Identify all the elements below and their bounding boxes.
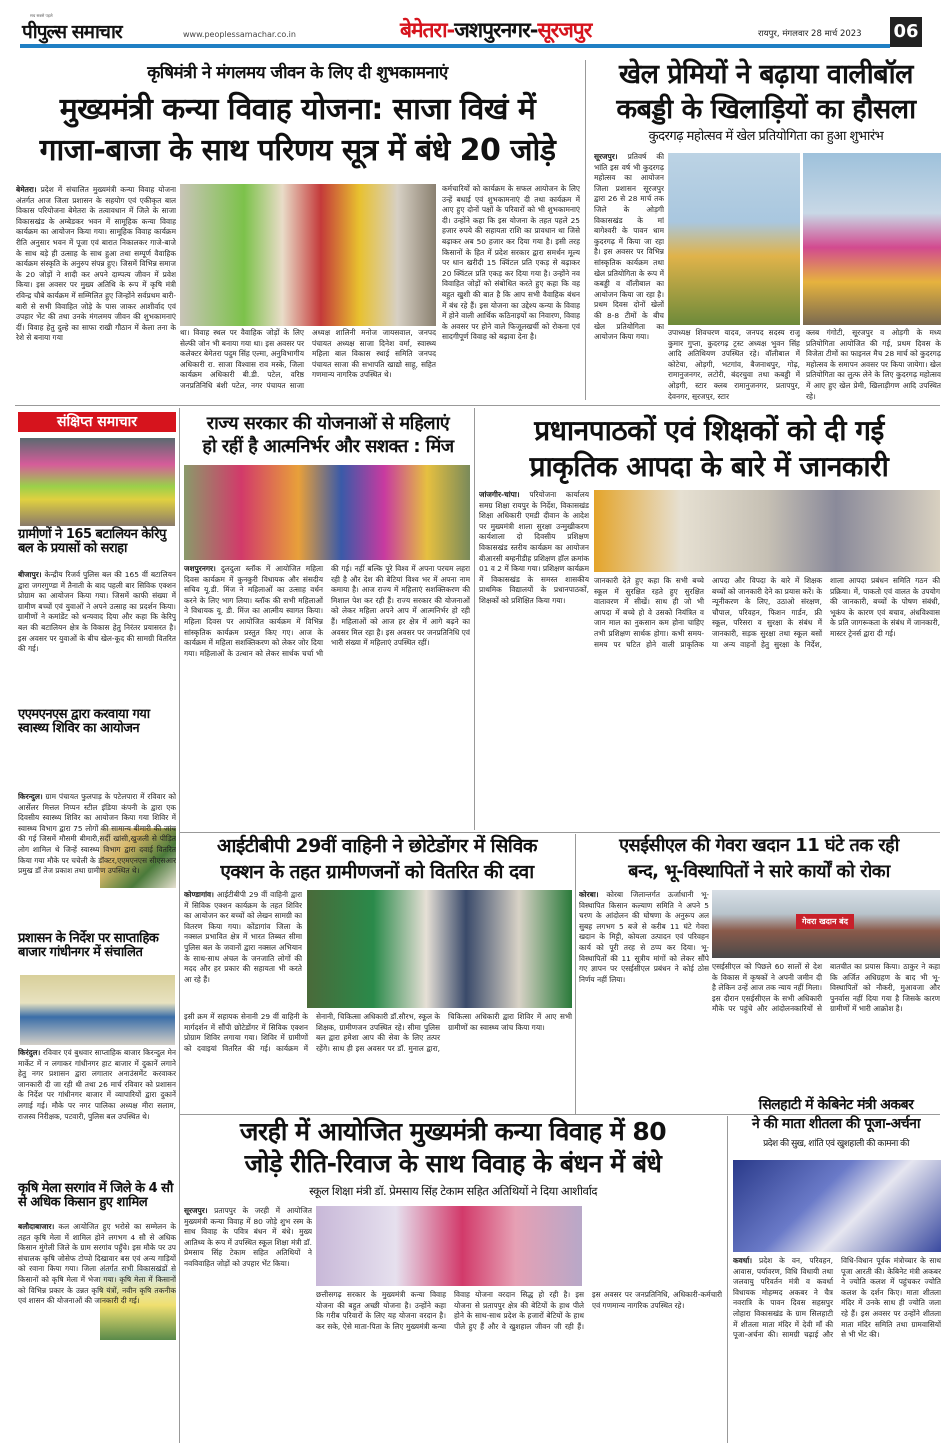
brief-item2-dateline: किरन्दुल। bbox=[18, 792, 43, 801]
itbp-medical-camp-photo bbox=[307, 890, 572, 1008]
brief-item2-headline: एएमएनएस द्वारा करवाया गया स्वास्थ्य शिविर का आयोजन bbox=[18, 707, 150, 737]
brief-item4-headline: कृषि मेला सरगांव में जिले के 4 सौ से अधिक किसान हुए शामिल bbox=[18, 1181, 173, 1211]
akbar-body bbox=[733, 1256, 941, 1440]
brief-crpf-photo bbox=[20, 438, 175, 526]
vertical-divider bbox=[575, 834, 576, 1114]
sidebar-divider bbox=[179, 408, 180, 1443]
brief-item3-dateline: किरंदुल। bbox=[18, 1048, 41, 1057]
brief-item1-headline: ग्रामीणों ने 165 बटालियन केरिपु बल के प्रयासों को सराहा bbox=[18, 527, 166, 557]
brief-item3-text: रविवार एवं बुधवार साप्ताहिक बाजार किरन्दुल मेन मार्केट में न लगाकर गांधीनगर हाट बाजार में दुकानें लगाने हेतु नगर प्रशासन द्वारा लगातार अनाउंसमेंट करवाकर जानकारी दी जा रही थी तथा 26 मार्च रविवार को प्रशासन के निर्देश पर गांधीनगर बाजार में व्यापारियों द्वारा दुकानें लगाई गई। मौके पर नगर पालिका अध्यक्ष मीरा सलाम, राजस्व निरीक्षक, पटवारी, पुलिस बल उपस्थित थे। bbox=[18, 1048, 176, 1121]
teachers-col1-text: परियोजना कार्यालय समग्र शिक्षा रायपुर के निर्देश, विकासखंड शिक्षा अधिकारी एमडी दीवान के आदेश पर मुख्यमंत्री शाला सुरक्षा उन्मुखीकरण कार्यशाला दो दिवसीय प्रशिक्षण विकासखंड स्तरीय कार्यक्रम का आयोजन बीआरसी बम्हनीडीह प्रशिक्षण हॉल क्रमांक 01 व 2 में किया गया। प्रशिक्षण कार्यक्रम में विकासखंड के समस्त शासकीय प्राथमिक विद्यालयों के प्रधानपाठकों, शिक्षकों को प्रशिक्षित किया गया। bbox=[479, 490, 589, 605]
akbar-puja-photo bbox=[733, 1160, 941, 1252]
teachers-headline-line1: प्रधानपाठकों एवं शिक्षकों को दी गई bbox=[534, 414, 884, 447]
sports-col1 bbox=[594, 152, 664, 400]
secl-dateline: कोरबा। bbox=[579, 890, 599, 899]
women-body bbox=[184, 564, 470, 828]
itbp-headline-line2: एक्शन के तहत ग्रामीणजनों को वितरित की दवा bbox=[220, 861, 534, 883]
section-bemetara: बेमेतरा- bbox=[400, 18, 455, 42]
itbp-body: इसी क्रम में सहायक सेनानी 29 वीं वाहिनी के मार्गदर्शन में सौंपी छोटेडोंगर में सिविक एक्शन प्रोग्राम शिविर लगाया गया। शिविर में ग्रामीणों को दवाइयां वितरित की गई। कार्यक्रम में सेनानी, चिकित्सा अधिकारी डॉ.सौरभ, स्कूल के शिक्षक, ग्रामीणजन उपस्थित रहे। सीमा पुलिस बल द्वारा हमेशा आप की सेवा के लिए तत्पर रहेंगे। साथ ही इस अवसर पर डॉ. मुनाल द्वारा, चिकित्सा अधिकारी द्वारा शिविर में आए सभी ग्रामीणों का स्वास्थ्य जांच किया गया। bbox=[184, 1012, 572, 1053]
women-headline-line1: राज्य सरकार की योजनाओं से महिलाएं bbox=[206, 413, 450, 434]
women-day-photo bbox=[184, 465, 470, 560]
lead-headline-line1: मुख्यमंत्री कन्या विवाह योजना: साजा विखं में bbox=[59, 92, 536, 127]
lead-col1-text: प्रदेश में संचालित मुख्यमंत्री कन्या विवाह योजना अंतर्गत आज जिला प्रशासन के सहयोग एवं एकीकृत बाल विकास परियोजना बेमेतरा के तत्वावधान में जिले के साजा विकासखंड के अम्बेडकर भवन में सामूहिक कन्या विवाह कार्यक्रम का आयोजन किया गया। सामूहिक विवाह कार्यक्रम रीति अनुसार भवन में पूजा एवं बारात निकालकर गाजे-बाजे के साथ बड़े ही उत्साह के साथ हुआ तथा सम्पूर्ण वैवाहिक कार्यक्रम संस्कृति के अनुरुप संपन्न हुए। जिसमें विभिन्न समाज के 20 जोड़ों ने शादी कर अपने दाम्पत्य जीवन में प्रवेश किया। इस अवसर पर मुख्य अतिथि के रूप में कृषि मंत्री रविन्द्र चौबे कार्यक्रम में सम्मिलित हुए जिन्होंने सर्वप्रथम बारी-बारी से सभी विवाहित जोड़े के पास जाकर आशीर्वाद एवं उपहार भेंट की तथा उनके मंगलमय जीवन की शुभकामनाएं दीं। विवाह हेतु दुल्हे का साफा राखी गौठान में केला तना के रेशे से बनाया गया bbox=[16, 185, 176, 343]
marriage-ceremony-photo bbox=[316, 1206, 582, 1286]
vertical-divider bbox=[474, 408, 475, 830]
logo-tagline: सच सबसे पहले bbox=[30, 13, 53, 18]
sports-headline-line2: कबड्डी के खिलाड़ियों का हौसला bbox=[616, 94, 916, 125]
section-surajpur: सूरजपुर bbox=[537, 18, 592, 42]
brief-item3-body bbox=[18, 1048, 176, 1178]
lead-col2: था। विवाह स्थल पर वैवाहिक जोड़ों के लिए सेल्फी जोन भी बनाया गया था। इस अवसर पर कलेक्टर बेमेतरा पदुम सिंह एल्मा, अनुविभागीय अधिकारी रा. साजा विश्वास राव मस्के, जिला कार्यक्रम अधिकारी बी.डी. पटेल, वरिष्ठ जनप्रतिनिधि बंशी पटेल, नगर पंचायत साजा अध्यक्ष शालिनी मनोज जायसवाल, जनपद पंचायत अध्यक्ष साजा दिनेश वर्मा, स्वास्थ्य महिला बाल विकास स्थाई समिति जनपद पंचायत साजा की सभापति खाद्यो साहू, सहित गणमान्य नागरिक उपस्थित थे। bbox=[180, 328, 436, 390]
lead-wedding-photo bbox=[180, 184, 436, 326]
secl-protest-photo bbox=[712, 890, 940, 958]
itbp-headline-line1: आईटीबीपी 29वीं वाहिनी ने छोटेडोंगर में सिविक bbox=[217, 835, 537, 857]
women-dateline: जशपुरनगर। bbox=[184, 564, 216, 573]
brief-market-photo bbox=[20, 975, 175, 1045]
teachers-headline-line2: प्राकृतिक आपदा के बारे में जानकारी bbox=[529, 450, 889, 483]
page-number: 06 bbox=[890, 17, 922, 47]
secl-col1-text: कोरबा जिलान्तर्गत ऊर्जाधानी भू-विस्थापित किसान कल्याण समिति ने अपने 5 चरण के आंदोलन की घोषणा के अनुरूप अल सुबह लगभग 5 बजे से करीब 11 घंटे गेवरा खदान के मिट्टी, कोयला उत्पादन एवं परिवहन कार्य को पूरी तरह से ठप्प कर दिया। भू-विस्थापितों की 11 सूत्रीय मांगों को लेकर सौंपे गए ज्ञापन पर एसईसीएल प्रबंधन ने कोई ठोस निर्णय नहीं लिया। bbox=[579, 890, 709, 984]
vertical-divider bbox=[727, 1116, 728, 1443]
marriage-body: छत्तीसगढ़ सरकार के मुख्यमंत्री कन्या विवाह योजना की बहुत अच्छी योजना है। उन्होंने कहा कि गरीब परिवारों के लिए यह योजना वरदान है। कर सके, ऐसे माता-पिता के लिए मुख्यमंत्री कन्या विवाह योजना वरदान सिद्ध हो रही है। इस योजना से प्रतापपुर क्षेत्र की बेटियों के हाथ पीले होने के साथ-साथ प्रदेश के हजारों बेटियों के हाथ पीले हुए हैं और वे खुशहाल जीवन जी रही हैं। इस अवसर पर जनप्रतिनिधि, अधिकारी-कर्मचारी एवं गणमान्य नागरिक उपस्थित रहे। bbox=[316, 1290, 722, 1331]
secl-headline-line1: एसईसीएल की गेवरा खदान 11 घंटे तक रही bbox=[619, 835, 899, 856]
vertical-divider bbox=[585, 60, 586, 400]
section-jashpurnagar: जशपुरनगर- bbox=[454, 18, 538, 42]
brief-item1-body bbox=[18, 570, 176, 700]
lead-kicker: कृषिमंत्री ने मंगलमय जीवन के लिए दी शुभकामनाएं bbox=[147, 63, 448, 83]
brief-item1-text: केन्द्रीय रिजर्व पुलिस बल की 165 वीं बटालियन द्वारा जगरगुण्डा में तैनाती के बाद पहली बार सिविक एक्शन प्रोग्राम का आयोजन किया गया। जिसमें काफी संख्या में ग्रामीण बच्चों एवं युवाओं ने अपने उत्साह का प्रदर्शन किया। ग्रामीणों ने कमांडेंट को धन्यवाद दिया और कहा कि केरिपु बल की बटालियन क्षेत्र के विकास हेतु निरंतर प्रयासरत है। इस अवसर पर युवाओं के बीच खेल-कूद की सामग्री वितरित की गई। bbox=[18, 570, 176, 654]
itbp-col1 bbox=[184, 890, 302, 1008]
website-link[interactable]: www.peoplessamachar.co.in bbox=[183, 30, 296, 39]
marriage-dateline: सूरजपुर। bbox=[184, 1206, 208, 1215]
teachers-col1 bbox=[479, 490, 589, 830]
lead-headline-line2: गाजा-बाजा के साथ परिणय सूत्र में बंधे 20 जोड़े bbox=[39, 133, 556, 168]
horizontal-divider bbox=[180, 832, 940, 833]
teachers-training-photo bbox=[594, 490, 940, 572]
sports-subhead: कुदरगढ़ महोत्सव में खेल प्रतियोगिता का हुआ शुभारंभ bbox=[648, 129, 884, 144]
marriage-col1-text: प्रतापपुर के जरही में आयोजित मुख्यमंत्री कन्या विवाह में 80 जोड़े शुभ रस्म के साथ विवाह के पवित्र बंधन में बंधे। मुख्य आतिथ्य के रूप में उपस्थित स्कूल शिक्षा मंत्री डॉ. प्रेमसाय सिंह टेकाम सहित अतिथियों ने नवविवाहित जोड़ों को उपहार भेंट किया। bbox=[184, 1206, 312, 1268]
horizontal-divider bbox=[180, 1114, 940, 1115]
section-title bbox=[400, 16, 591, 44]
dateline: रायपुर, मंगलवार 28 मार्च 2023 bbox=[758, 29, 862, 39]
akbar-subhead: प्रदेश की सुख, शांति एवं खुशहाली की कामना की bbox=[763, 1139, 909, 1149]
sports-dateline: सूरजपुर। bbox=[594, 152, 618, 161]
sports-col1-text: प्रतिवर्ष की भांति इस वर्ष भी कुदरगढ़ महोत्सव का आयोजन जिला प्रशासन सूरजपुर द्वारा 26 से 28 मार्च तक जिले के ओड़गी विकासखंड के मां बागेश्वरी के पावन धाम कुदरगढ़ में किया जा रहा है। इस अवसर पर विभिन्न सांस्कृतिक कार्यक्रम तथा खेल प्रतियोगिता के रूप में कबड्डी व वॉलीबाल का आयोजन किया जा रहा है। प्रथम दिवस दोनों खेलों की 8-8 टीमों के बीच खेल प्रतियोगिता का आयोजन किया गया। bbox=[594, 152, 664, 342]
brief-item1-dateline: बीजापुर। bbox=[18, 570, 42, 579]
sports-photo-1 bbox=[668, 153, 800, 325]
brief-item4-dateline: बलौदाबाजार। bbox=[18, 1222, 55, 1231]
akbar-headline-line2: ने की माता शीतला की पूजा-अर्चना bbox=[751, 1116, 920, 1132]
sports-caption-2: क्लब गंगोटी, सूरजपुर व ओड़गी के मध्य प्रतियोगिता आयोजित की गई, प्रथम दिवस के विजेता टीमों का फाइनल मैच 28 मार्च को कुदरगढ़ महोत्सव के समापन अवसर पर किया जायेगा। खेल प्रतियोगिता का लुत्फ लेने के लिए कुदरगढ़ महोत्सव में आए हुए खेल प्रेमी, खिलाड़ीगण आदि उपस्थित रहे। bbox=[806, 328, 941, 400]
marriage-subhead: स्कूल शिक्षा मंत्री डॉ. प्रेमसाय सिंह टेकाम सहित अतिथियों ने दिया आशीर्वाद bbox=[309, 1184, 597, 1198]
sports-photo-2 bbox=[803, 153, 941, 325]
women-body-text: दुलदुला ब्लॉक में आयोजित महिला दिवस कार्यक्रम में कुनकुरी विधायक और संसदीय सचिव यू.डी. मिंज ने महिलाओं का उत्साह वर्धन करने के लिए भाग लिया। ब्लॉक की सभी महिलाओं ने विधायक यू. डी. मिंज का आत्मीय स्वागत किया। महिला दिवस पर आयोजित कार्यक्रम में विभिन्न सांस्कृतिक कार्यक्रम प्रस्तुत किए गए। आज के कार्यक्रम में महिला सशक्तिकरण को लेकर जोर दिया गया। महिलाओं के उत्थान को लेकर सार्थक चर्चा भी की गई। नहीं बल्कि पूरे विश्व में अपना परचम लहरा रही है और देश की बेटियां विश्व भर में अपना नाम कमाया है। आज राज्य में महिलाएं सशक्तिकरण की मिशाल पेश कर रही हैं। राज्य सरकार की योजनाओं को लेकर महिला अपने आप में आत्मनिर्भर हो रही हैं। महिलाओं को आज हर क्षेत्र में आगे बढ़ने का अवसर मिल रहा है। इस अवसर पर जनप्रतिनिधि एवं भारी संख्या में महिलाएं उपस्थित रहीं। bbox=[184, 564, 470, 658]
marriage-col1 bbox=[184, 1206, 312, 1440]
secl-headline-line2: बन्द, भू-विस्थापितों ने सारे कार्यों को रोका bbox=[628, 861, 890, 882]
akbar-dateline: कवर्धा। bbox=[733, 1256, 753, 1265]
brief-item3-headline: प्रशासन के निर्देश पर साप्ताहिक बाजार गांधीनगर में संचालित bbox=[18, 931, 159, 961]
horizontal-divider bbox=[15, 405, 940, 406]
brief-news-banner: संक्षिप्त समाचार bbox=[18, 412, 176, 432]
brief-item4-text: कल आयोजित हुए भरोसे का सम्मेलन के तहत कृषि मेला में शामिल होने लगभग 4 सौ से अधिक किसान मुंगेली जिले के ग्राम सरगांव पहुँचे। इस मौके पर उप संचालक कृषि जोसेफ टोप्पो दिखावार बस एवं अन्य गाड़ियों को रवाना किया गया। जिला अंतर्गत सभी विकासखंडों से किसानों को कृषि मेला में भेजा गया। कृषि मेला में किसानों को विभिन्न प्रकार के उन्नत कृषि यंत्रों, नवीन कृषि तकनीक एवं शासन की योजनाओं की जानकारी दी गई। bbox=[18, 1222, 176, 1306]
masthead-rule bbox=[20, 44, 890, 48]
brief-item2-text: ग्राम पंचायत फुलपाड़ के पटेलपारा में रविवार को आर्सेलर मित्तल निप्पन स्टील इंडिया कंपनी के द्वारा एक दिवसीय स्वास्थ्य शिविर का आयोजन किया गया शिविर में स्वास्थ्य विभाग द्वारा 75 लोगों की सामान्य बीमारी की जांच की गई जिसमें मौसमी बीमारी,सर्दी खांसी,खुजली से पीड़ित लोग शामिल थे जिन्हें स्वास्थ्य विभाग द्वारा दवाई वितरित किया गया मौके पर चचेली के डॉक्टर,एएमएनएस सीएसआर प्रमुख डॉ तेज प्रकाश तथा ग्रामीण उपस्थित थे। bbox=[18, 792, 176, 876]
protest-banner: गेवरा खदान बंद bbox=[796, 914, 854, 929]
secl-col1 bbox=[579, 890, 709, 1112]
secl-body: एसईसीएल को पिछले 60 सालों से देश के विकास में कृषकों ने अपनी जमीन दी है लेकिन उन्हें आज तक न्याय नहीं मिला। इस दौरान एसईसीएल के सभी अधिकारी मौके पर पहुंचे और आंदोलनकारियों से बातचीत का प्रयास किया। ठाकुर ने कहा कि अर्जित अधिग्रहण के बाद भी भू-विस्थापितों को नौकरी, मुआवजा और पुनर्वास नहीं दिया गया है जिसके कारण ग्रामीणों में भारी आक्रोश है। bbox=[712, 962, 940, 1014]
brief-item4-body bbox=[18, 1222, 176, 1437]
lead-col1 bbox=[16, 185, 176, 400]
akbar-body-text: प्रदेश के वन, परिवहन, आवास, पर्यावरण, विधि विधायी तथा जलवायु परिवर्तन मंत्री व कवर्धा विधायक मोहम्मद अकबर ने चैत्र नवरात्रि के पावन दिवस सहसपुर लोहारा विकासखंड के ग्राम सिलहाटी में शीतला माता मंदिर में देवी माँ की पूजा-अर्चना की। सामग्री चढ़ाई और विधि-विधान पूर्वक मंत्रोच्चार के साथ पूजा आरती की। केबिनेट मंत्री अकबर ने ज्योति कलश में पहुंचकर ज्योति कलश के दर्शन किए। माता शीतला मंदिर में उनके साथ ही ज्योति जला रहे हैं। इस अवसर पर उन्होंने शीतला माता मंदिर समिति तथा ग्रामवासियों से भी भेंट की। bbox=[733, 1256, 941, 1340]
teachers-dateline: जांजगीर-चांपा। bbox=[479, 490, 520, 499]
sports-headline-line1: खेल प्रेमियों ने बढ़ाया वालीबॉल bbox=[619, 59, 913, 90]
women-headline-line2: हो रहीं है आत्मनिर्भर और सशक्त : मिंज bbox=[202, 436, 454, 457]
marriage-headline-line1: जरही में आयोजित मुख्यमंत्री कन्या विवाह में 80 bbox=[239, 1117, 667, 1146]
logo-text: पीपुल्स समाचार bbox=[22, 21, 122, 43]
akbar-headline-line1: सिलहाटी में केबिनेट मंत्री अकबर bbox=[758, 1097, 914, 1113]
masthead bbox=[0, 0, 945, 52]
itbp-dateline: कोण्डागांव। bbox=[184, 890, 214, 899]
itbp-col1-text: आईटीबीपी 29 वीं वाहिनी द्वारा में सिविक एक्शन कार्यक्रम के तहत शिविर का आयोजन कर बच्चों को लेखन सामग्री का वितरण किया गया। कोंडागांव जिला के नक्सल प्रभावित क्षेत्र में भारत तिब्बत सीमा पुलिस बल के जवानों द्वारा नक्सल अभियान के साथ-साथ अंचल के जनजाति लोगों की मदद और हर प्रकार की सहायता भी करते आ रहे हैं। bbox=[184, 890, 302, 984]
lead-col3: कर्मचारियों को कार्यक्रम के सफल आयोजन के लिए उन्हें बधाई एवं शुभकामनाएं दी तथा कार्यक्रम में आए हुए दोनों पक्षों के परिवारों को भी शुभकामनाएं दी। उन्होंने कहा कि इस योजना के तहत पहले 25 हजार रुपये की सहायता राशि का प्रावधान था जिसे बढ़ाकर अब 50 हजार कर दिया गया है। इसी तरह किसानों के हित में प्रदेश सरकार द्वारा समर्थन मूल्य पर धान खरीदी 15 क्विंटल प्रति एकड़ से बढ़ाकर 20 क्विंटल प्रति एकड़ कर दिया गया है। उन्होंने नव विवाहित जोड़ों को संबोधित करते हुए कहा कि वह बहुत खुशी की बात है कि आप सभी वैवाहिक बंधन में बंध रहे हैं। इस योजना का उद्देश्य कन्या के विवाह में होने वाली आर्थिक कठिनाइयों का निवारण, विवाह के अवसर पर होने वाले फिजूलखर्ची को रोकना एवं सादगीपूर्ण विवाह को बढ़ावा देना है। bbox=[442, 184, 580, 342]
lead-dateline: बेमेतरा। bbox=[16, 185, 37, 194]
sports-caption-1: उपाध्यक्ष शिवचरण यादव, जनपद सदस्य राजू कुमार गुप्ता, कुदरगढ़ ट्रस्ट अध्यक्ष भुवन सिंह आदि अतिथियण उपस्थित रहे। वॉलीबाल में कोटेया, ओड़गी, भटगांव, बैजनाथपुर, गोढ़, रामानुजनगर, लटोरी, बंदरचुवा तथा कबड्डी में ओड़गी, स्टार क्लब रामानुजनगर, प्रतापपुर, देवनगर, सूरजपुर, स्टार bbox=[668, 328, 800, 400]
brief-item2-body bbox=[18, 792, 176, 929]
newspaper-logo[interactable] bbox=[22, 18, 122, 44]
teachers-body: जानकारी देते हुए कहा कि सभी बच्चे स्कूल में सुरक्षित रहते हुए सुरक्षित वातावरण में सीखें। साथ ही जो भी आपदा में बच्चे हो वे उसको नियंत्रित व जान माल का नुकसान कम होना चाहिए तभी प्रशिक्षण सार्थक होगा। कभी समय-समय पर घटित होने वाली प्राकृतिक आपदा और विपदा के बारे में शिक्षक बच्चों को जानकारी देने का प्रयास करें। के न्यूनीकरण के लिए, उठाओ संरक्षण, चौपाल, परिवहन, फिशन गार्डन, फ्री स्कूल, परिसरा व सुरक्षा के संबंध में जानकारी, सड़क सुरक्षा तथा स्कूल बसों या अन्य वाहनों हेतु सुरक्षा के निर्देश, शाला आपदा प्रबंधन समिति गठन की प्रक्रिया। में, पाकतो एवं वालत के उपयोग की जानकारी, बच्चों के पोषण संबंधी, भूकंप के कारण एवं बचाव, अंधविश्वास के प्रति जागरूकता के संबंध में जानकारी, मास्टर ट्रेनर्स द्वारा दी गई। bbox=[594, 576, 940, 649]
marriage-headline-line2: जोड़े रीति-रिवाज के साथ विवाह के बंधन में बंधे bbox=[244, 1149, 662, 1178]
